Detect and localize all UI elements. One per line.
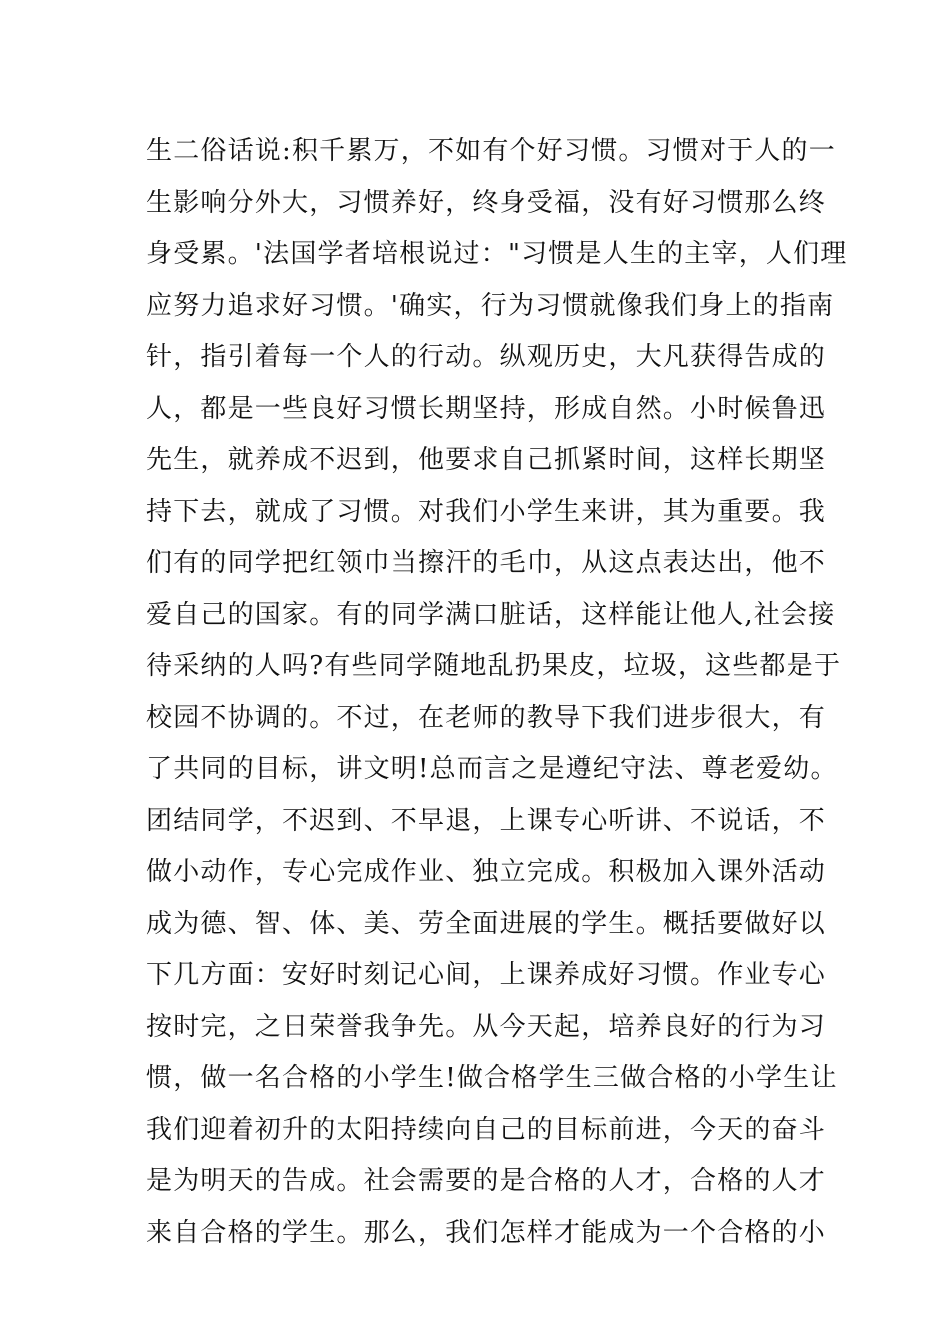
text-line: 成为德、智、体、美、劳全面进展的学生。概括要做好以 <box>146 908 827 939</box>
text-line: 生二俗话说:积千累万，不如有个好习惯。习惯对于人的一 <box>146 136 836 166</box>
text-line: 我们迎着初升的太阳持续向自己的目标前进，今天的奋斗 <box>146 1114 827 1145</box>
text-line: 持下去，就成了习惯。对我们小学生来讲，其为重要。我 <box>146 496 827 527</box>
text-line: 人，都是一些良好习惯长期坚持，形成自然。小时候鲁迅 <box>146 393 827 424</box>
text-line: 按时完，之日荣誉我争先。从今天起，培养良好的行为习 <box>146 1011 827 1042</box>
body-text <box>146 126 848 1259</box>
text-line: 生影响分外大，习惯养好，终身受福，没有好习惯那么终 <box>146 187 827 218</box>
text-line: 身受累。'法国学者培根说过："习惯是人生的主宰，人们理 <box>146 239 848 269</box>
text-line: 了共同的目标，讲文明!总而言之是遵纪守法、尊老爱幼。 <box>146 754 838 784</box>
text-line: 们有的同学把红领巾当擦汗的毛巾，从这点表达出，他不 <box>146 548 827 578</box>
text-line: 团结同学，不迟到、不早退，上课专心听讲、不说话，不 <box>146 805 827 836</box>
text-line: 爱自己的国家。有的同学满口脏话，这样能让他人,社会接 <box>146 599 836 630</box>
text-line: 做小动作，专心完成作业、独立完成。积极加入课外活动 <box>146 857 827 887</box>
text-line: 来自合格的学生。那么，我们怎样才能成为一个合格的小 <box>146 1217 827 1248</box>
text-line: 校园不协调的。不过，在老师的教导下我们进步很大，有 <box>146 702 827 733</box>
text-line: 先生，就养成不迟到，他要求自己抓紧时间，这样长期坚 <box>146 445 827 475</box>
text-line: 是为明天的告成。社会需要的是合格的人才，合格的人才 <box>146 1166 827 1196</box>
text-line: 惯，做一名合格的小学生!做合格学生三做合格的小学生让 <box>146 1063 838 1093</box>
text-line: 应努力追求好习惯。'确实，行为习惯就像我们身上的指南 <box>146 290 835 321</box>
text-line: 下几方面：安好时刻记心间，上课养成好习惯。作业专心 <box>146 960 827 990</box>
text-line: 针，指引着每一个人的行动。纵观历史，大凡获得告成的 <box>146 342 827 372</box>
text-line: 待采纳的人吗?有些同学随地乱扔果皮，垃圾，这些都是于 <box>146 651 842 681</box>
